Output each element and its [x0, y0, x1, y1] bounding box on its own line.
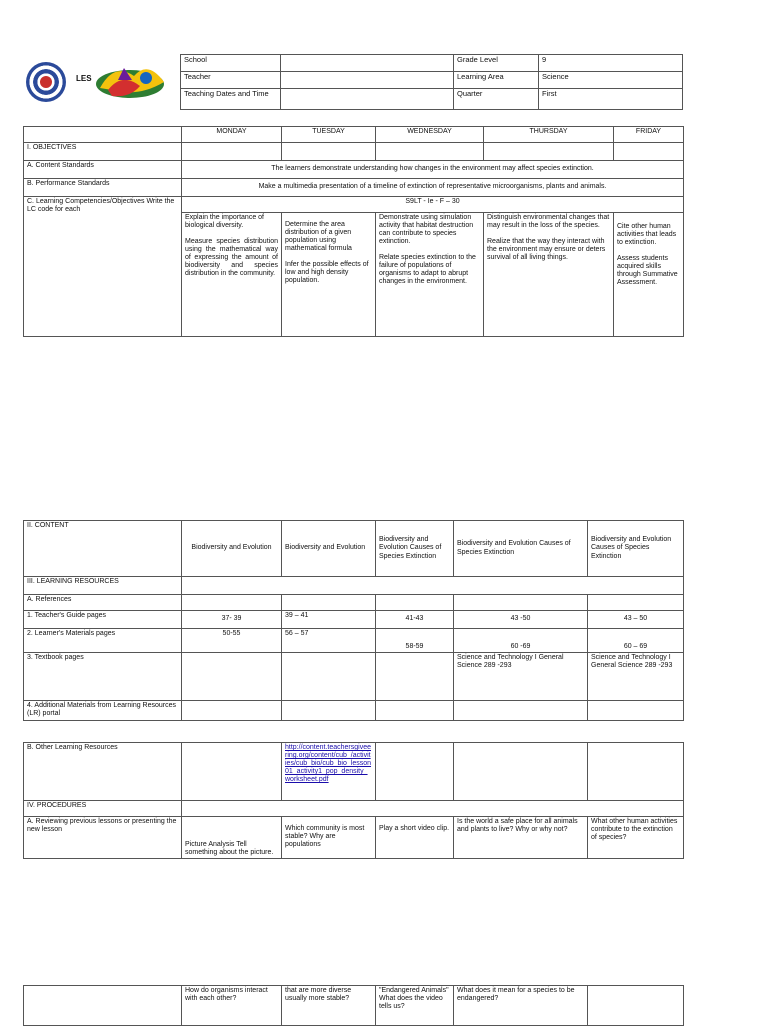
grade-label: Grade Level — [454, 55, 539, 72]
thursday-objective — [484, 213, 614, 337]
procedure-b-thursday: What does it mean for a species to be endangered? — [454, 986, 588, 1026]
friday-objective — [614, 213, 684, 337]
procedure-a-wednesday-text: Play a short video clip. — [379, 825, 450, 832]
tg-thursday: 43 -50 — [454, 611, 588, 629]
quarter-value: First — [539, 89, 683, 110]
tb-friday: Science and Technology I General Science 289 -293 — [588, 653, 684, 701]
wednesday-objective — [376, 213, 484, 337]
lm-monday: 50-55 — [182, 629, 282, 653]
references-label: A. References — [24, 595, 182, 611]
lm-friday-text: 60 – 69 — [623, 642, 648, 650]
quarter-label: Quarter — [454, 89, 539, 110]
procedures-title: IV. PROCEDURES — [24, 801, 182, 817]
content-standards-text: The learners demonstrate understanding how changes in the environment may affect species extinction. — [182, 161, 684, 179]
day-monday: MONDAY — [182, 127, 282, 143]
teacher-label: Teacher — [181, 72, 281, 89]
tg-friday: 43 – 50 — [588, 611, 684, 629]
monday-objective-2: Measure species distribution using the mathematical way of expressing the amount of biodiversity and species distribution in the community. — [185, 238, 278, 278]
day-wednesday: WEDNESDAY — [376, 127, 484, 143]
lc-code: S9LT - Ie - F – 30 — [182, 197, 684, 213]
day-tuesday: TUESDAY — [282, 127, 376, 143]
corner-cell — [24, 127, 182, 143]
school-label: School — [181, 55, 281, 72]
content-standards-label: A. Content Standards — [24, 161, 182, 179]
tuesday-objective-1: Determine the area distribution of a given population using mathematical formula — [285, 221, 352, 253]
performance-standards-text: Make a multimedia presentation of a timeline of extinction of representative microorganisms, plants and animals. — [182, 179, 684, 197]
other-resources-label: B. Other Learning Resources — [24, 743, 182, 801]
content-resources-table — [23, 520, 684, 721]
other-resources-link[interactable] — [282, 743, 376, 801]
lm-tuesday: 56 – 57 — [282, 629, 376, 653]
procedure-b-wednesday: "Endangered Animals" What does the video tells us? — [376, 986, 454, 1026]
monday-objective — [182, 213, 282, 337]
tg-label: 1. Teacher's Guide pages — [24, 611, 182, 629]
procedure-b-monday: How do organisms interact with each other? — [182, 986, 282, 1026]
tuesday-objective-2: Infer the possible effects of low and high density population. — [285, 261, 369, 285]
procedure-a-friday: What other human activities contribute to the extinction of species? — [588, 817, 684, 859]
procedure-b-tuesday: that are more diverse usually more stable? — [282, 986, 376, 1026]
tuesday-objective — [282, 213, 376, 337]
tb-thursday: Science and Technology I General Science 289 -293 — [454, 653, 588, 701]
objectives-title: I. OBJECTIVES — [24, 143, 182, 161]
content-title: II. CONTENT — [24, 521, 182, 577]
procedure-a-wednesday — [376, 817, 454, 859]
procedure-a-label: A. Reviewing previous lessons or presenting the new lesson — [24, 817, 182, 859]
worksheet-link[interactable]: http://content.teachersgiveering.org/content/cub_/activities/cub_bio/cub_bio_lesson01_activity1_pop_density_worksheet.pdf — [285, 744, 372, 784]
additional-materials-label: 4. Additional Materials from Learning Resources (LR) portal — [24, 701, 182, 721]
content-thursday: Biodiversity and Evolution Causes of Species Extinction — [454, 521, 588, 577]
procedure-a-tuesday — [282, 817, 376, 859]
lm-thursday-text: 60 -69 — [510, 642, 531, 650]
procedures-continued-table — [23, 985, 684, 1026]
area-label: Learning Area — [454, 72, 539, 89]
lm-label: 2. Learner's Materials pages — [24, 629, 182, 653]
school-value — [281, 55, 454, 72]
dates-label: Teaching Dates and Time — [181, 89, 281, 110]
day-friday: FRIDAY — [614, 127, 684, 143]
dates-value — [281, 89, 454, 110]
thursday-objective-2: Realize that the way they interact with the environment may ensure or deters survival of all living things. — [487, 238, 606, 262]
day-thursday: THURSDAY — [484, 127, 614, 143]
lm-wednesday-text: 58-59 — [405, 642, 424, 650]
performance-standards-label: B. Performance Standards — [24, 179, 182, 197]
lm-thursday — [454, 629, 588, 653]
content-monday: Biodiversity and Evolution — [182, 521, 282, 577]
wednesday-objective-1: Demonstrate using simulation activity that habitat destruction can contribute to species extinction. — [379, 214, 474, 246]
procedure-a-thursday: Is the world a safe place for all animals and plants to live? Why or why not? — [454, 817, 588, 859]
procedure-b-friday — [588, 986, 684, 1026]
tg-monday: 37- 39 — [182, 611, 282, 629]
deped-seal-icon — [26, 62, 66, 102]
lm-wednesday — [376, 629, 454, 653]
procedures-table — [23, 742, 684, 859]
objectives-table — [23, 126, 684, 337]
content-wednesday: Biodiversity and Evolution Causes of Species Extinction — [376, 521, 454, 577]
resources-title: III. LEARNING RESOURCES — [24, 577, 182, 595]
competencies-label: C. Learning Competencies/Objectives Write the LC code for each — [24, 197, 182, 337]
tb-label: 3. Textbook pages — [24, 653, 182, 701]
grade-value: 9 — [539, 55, 683, 72]
procedure-b-label — [24, 986, 182, 1026]
teacher-value — [281, 72, 454, 89]
content-tuesday: Biodiversity and Evolution — [282, 521, 376, 577]
thursday-objective-1: Distinguish environmental changes that may result in the loss of the species. — [487, 214, 610, 230]
wednesday-objective-2: Relate species extinction to the failure of populations of organisms to adapt to abrupt changes in the environment. — [379, 254, 476, 286]
tg-wednesday: 41-43 — [376, 611, 454, 629]
procedure-a-monday-text: Picture Analysis Tell something about the picture. — [185, 840, 274, 856]
tg-tuesday: 39 – 41 — [282, 611, 376, 629]
content-friday: Biodiversity and Evolution Causes of Species Extinction — [588, 521, 684, 577]
logo-area — [24, 56, 180, 108]
banner-art-icon — [94, 58, 166, 102]
area-value: Science — [539, 72, 683, 89]
monday-objective-1: Explain the importance of biological diversity. — [185, 214, 264, 230]
header-info-table — [180, 54, 683, 110]
friday-objective-2: Assess students acquired skills through Summative Assessment. — [617, 255, 678, 287]
procedure-a-monday — [182, 817, 282, 859]
procedure-a-tuesday-text: Which community is most stable? Why are populations — [285, 825, 365, 849]
lm-friday — [588, 629, 684, 653]
logo-text: LES — [76, 74, 92, 83]
friday-objective-1: Cite other human activities that leads to extinction. — [617, 223, 677, 247]
